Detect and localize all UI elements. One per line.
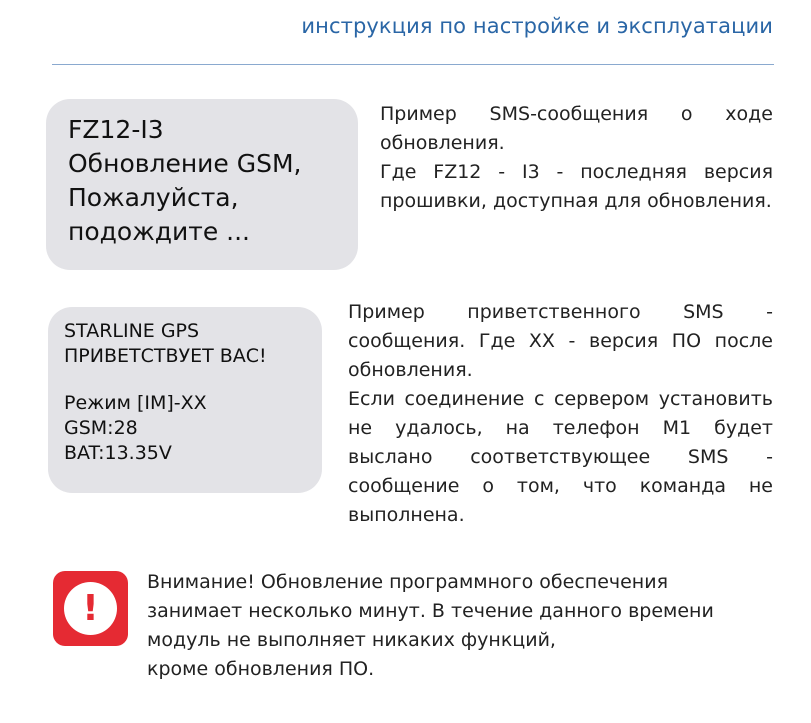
description-paragraph: Где FZ12 - I3 - последняя версия прошивки, доступная для обновления. [380, 161, 773, 212]
sms-line: ПРИВЕТСТВУЕТ ВАС! [64, 345, 267, 367]
sms-welcome-bubble [48, 307, 322, 493]
description-paragraph: Пример приветственного SMS - сообщения. Где XX - версия ПО после обновления. [348, 301, 773, 381]
exclamation-icon: ! [82, 588, 99, 629]
sms-line: подождите ... [68, 217, 251, 246]
warning-icon-circle [64, 582, 117, 635]
sms-line: Пожалуйста, [68, 183, 239, 212]
description-paragraph: Пример SMS-сообщения о ходе обновления. [380, 103, 773, 154]
description-paragraph: Если соединение с сервером установить не удалось, на телефон М1 будет выслано соответствующее SMS - сообщение о том, что команда не выполнена. [348, 388, 773, 526]
sms-line: Режим [IM]-XX [64, 392, 207, 414]
sms-update-bubble [46, 99, 358, 270]
warning-line: модуль не выполняет никаких функций, [147, 629, 556, 651]
sms-line: STARLINE GPS [64, 320, 200, 342]
warning-icon [53, 571, 128, 646]
warning-line: Внимание! Обновление программного обеспечения [147, 571, 669, 593]
header-divider [52, 64, 774, 65]
sms-line: FZ12-I3 [68, 115, 164, 144]
sms-line: Обновление GSM, [68, 149, 302, 178]
warning-line: кроме обновления ПО. [147, 658, 375, 680]
sms-line: BAT:13.35V [64, 442, 172, 464]
sms-line: GSM:28 [64, 417, 138, 439]
warning-text [147, 568, 777, 684]
sms-blank-line [64, 369, 308, 391]
warning-line: занимает несколько минут. В течение данного времени [147, 600, 714, 622]
page-header-title: инструкция по настройке и эксплуатации [301, 14, 773, 38]
sms-welcome-description [348, 298, 773, 530]
sms-update-description [380, 100, 773, 216]
